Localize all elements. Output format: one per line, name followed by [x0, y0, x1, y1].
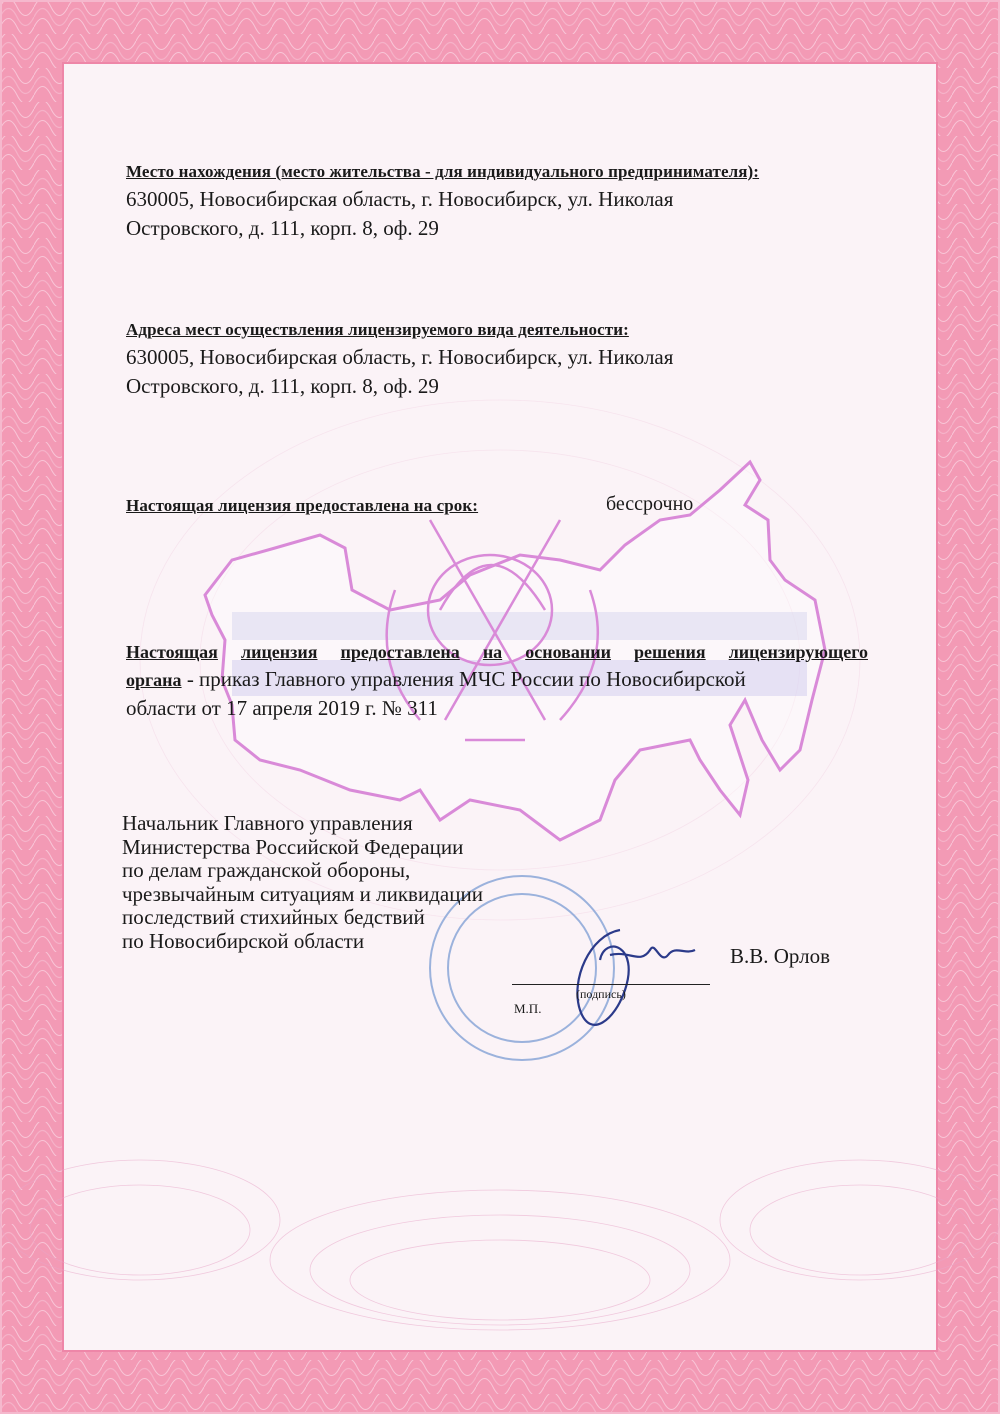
license-basis-section — [126, 642, 868, 722]
position-line: Министерства Российской Федерации — [122, 834, 464, 859]
activity-address-heading: Адреса мест осуществления лицензируемого вида деятельности: — [126, 320, 629, 339]
position-line: по Новосибирской области — [122, 928, 365, 953]
activity-address-line-1: 630005, Новосибирская область, г. Новосибирск, ул. Николая — [126, 345, 674, 369]
signer-name: В.В. Орлов — [730, 944, 831, 968]
position-line: по делам гражданской обороны, — [122, 858, 411, 882]
position-line: Начальник Главного управления — [122, 811, 413, 835]
license-basis-heading — [126, 642, 868, 663]
basis-heading-end: органа — [126, 670, 182, 690]
license-term-value: бессрочно — [606, 493, 694, 515]
license-term-heading: Настоящая лицензия предоставлена на срок: — [126, 496, 479, 515]
license-term-section — [126, 493, 866, 516]
basis-word: лицензирующего — [728, 642, 868, 662]
signature-caption: (подпись) — [576, 987, 626, 1001]
license-basis-text — [126, 665, 868, 694]
location-section — [126, 162, 866, 243]
stamp-label: М.П. — [514, 1001, 542, 1016]
basis-word: предоставлена — [340, 642, 460, 662]
basis-word: на — [482, 642, 503, 662]
position-line: чрезвычайным ситуациям и ликвидации — [122, 881, 483, 906]
basis-word: решения — [634, 642, 706, 662]
basis-order-text: - приказ Главного управления МЧС России по Новосибирской — [181, 667, 746, 691]
basis-word: Настоящая — [126, 642, 218, 662]
activity-address-section — [126, 320, 866, 401]
basis-order-date: области от 17 апреля 2019 г. № 311 — [126, 696, 438, 720]
position-line: последствий стихийных бедствий — [122, 905, 425, 929]
basis-word: лицензия — [240, 642, 318, 662]
location-line-1: 630005, Новосибирская область, г. Новосибирск, ул. Николая — [126, 187, 674, 211]
activity-address-line-2: Островского, д. 111, корп. 8, оф. 29 — [126, 374, 439, 398]
basis-word: основании — [525, 642, 611, 662]
location-heading: Место нахождения (место жительства - для индивидуального предпринимателя): — [126, 162, 760, 181]
location-line-2: Островского, д. 111, корп. 8, оф. 29 — [126, 216, 439, 240]
official-position — [122, 812, 483, 953]
signature-line — [512, 984, 710, 985]
